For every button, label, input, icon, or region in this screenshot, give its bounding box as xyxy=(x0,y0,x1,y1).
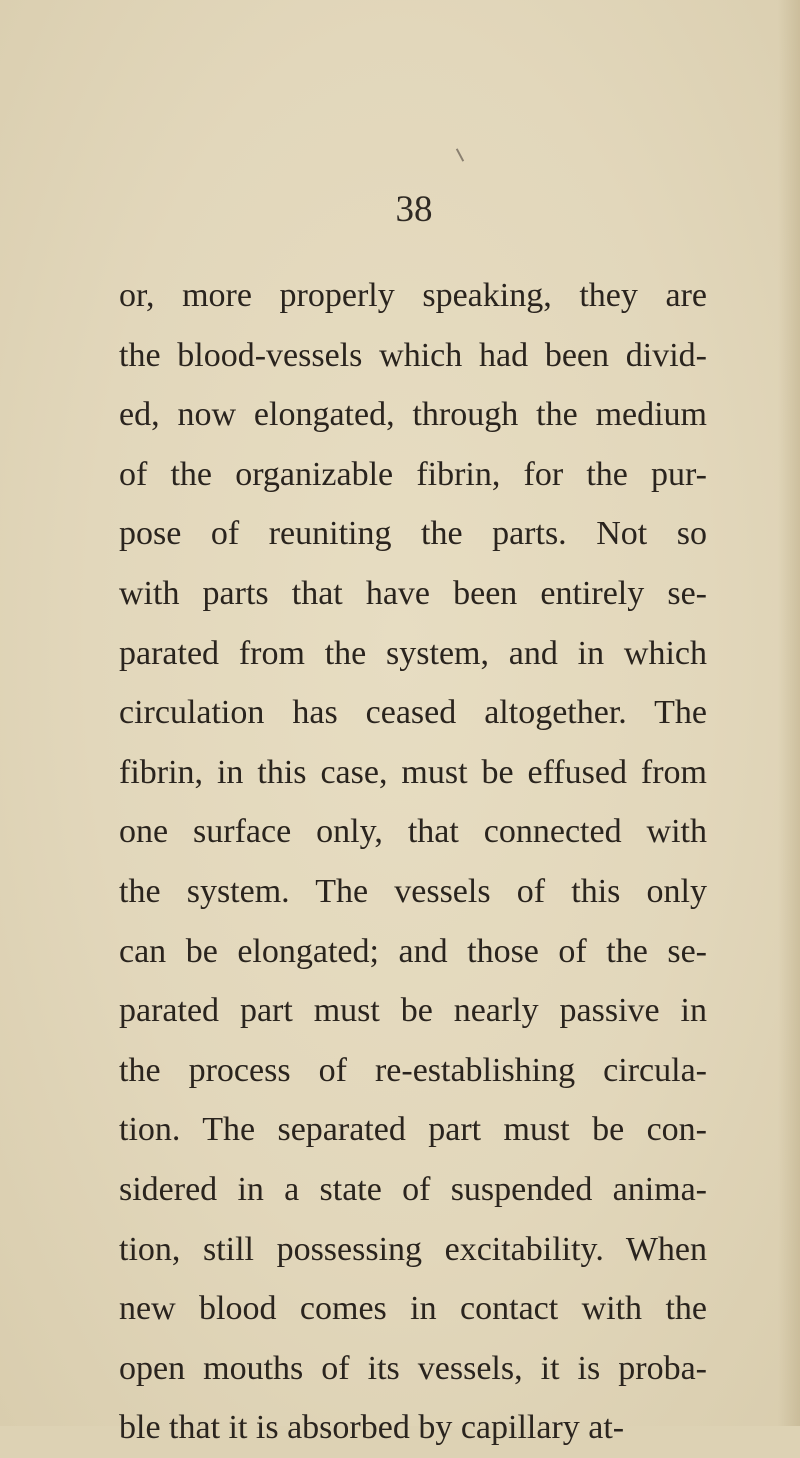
text-line: sidered in a state of suspended anima- xyxy=(119,1170,707,1208)
text-line: of the organizable fibrin, for the pur- xyxy=(119,455,707,493)
text-line: with parts that have been entirely se- xyxy=(119,574,707,612)
text-line: can be elongated; and those of the se- xyxy=(119,932,707,970)
text-line: tion, still possessing excitability. When xyxy=(119,1230,707,1268)
stray-ink-mark xyxy=(456,148,464,161)
text-line: new blood comes in contact with the xyxy=(119,1290,707,1328)
text-line: ble that it is absorbed by capillary at- xyxy=(119,1409,625,1447)
page-number: 38 xyxy=(395,189,433,230)
text-line: fibrin, in this case, must be effused from xyxy=(119,753,707,791)
body-text xyxy=(119,266,707,1458)
text-line: the process of re-establishing circula- xyxy=(119,1051,707,1089)
text-line: ed, now elongated, through the medium xyxy=(119,396,707,434)
text-line: circulation has ceased altogether. The xyxy=(119,694,707,732)
text-line: tion. The separated part must be con- xyxy=(119,1111,707,1149)
text-line: one surface only, that connected with xyxy=(119,813,707,851)
text-line: the system. The vessels of this only xyxy=(119,872,707,910)
text-line: or, more properly speaking, they are xyxy=(119,277,707,314)
text-line: parated from the system, and in which xyxy=(119,634,707,672)
text-line: open mouths of its vessels, it is proba- xyxy=(119,1349,707,1387)
text-line: pose of reuniting the parts. Not so xyxy=(119,515,707,553)
text-line: parated part must be nearly passive in xyxy=(119,992,707,1030)
text-line: the blood-vessels which had been divid- xyxy=(119,336,707,374)
